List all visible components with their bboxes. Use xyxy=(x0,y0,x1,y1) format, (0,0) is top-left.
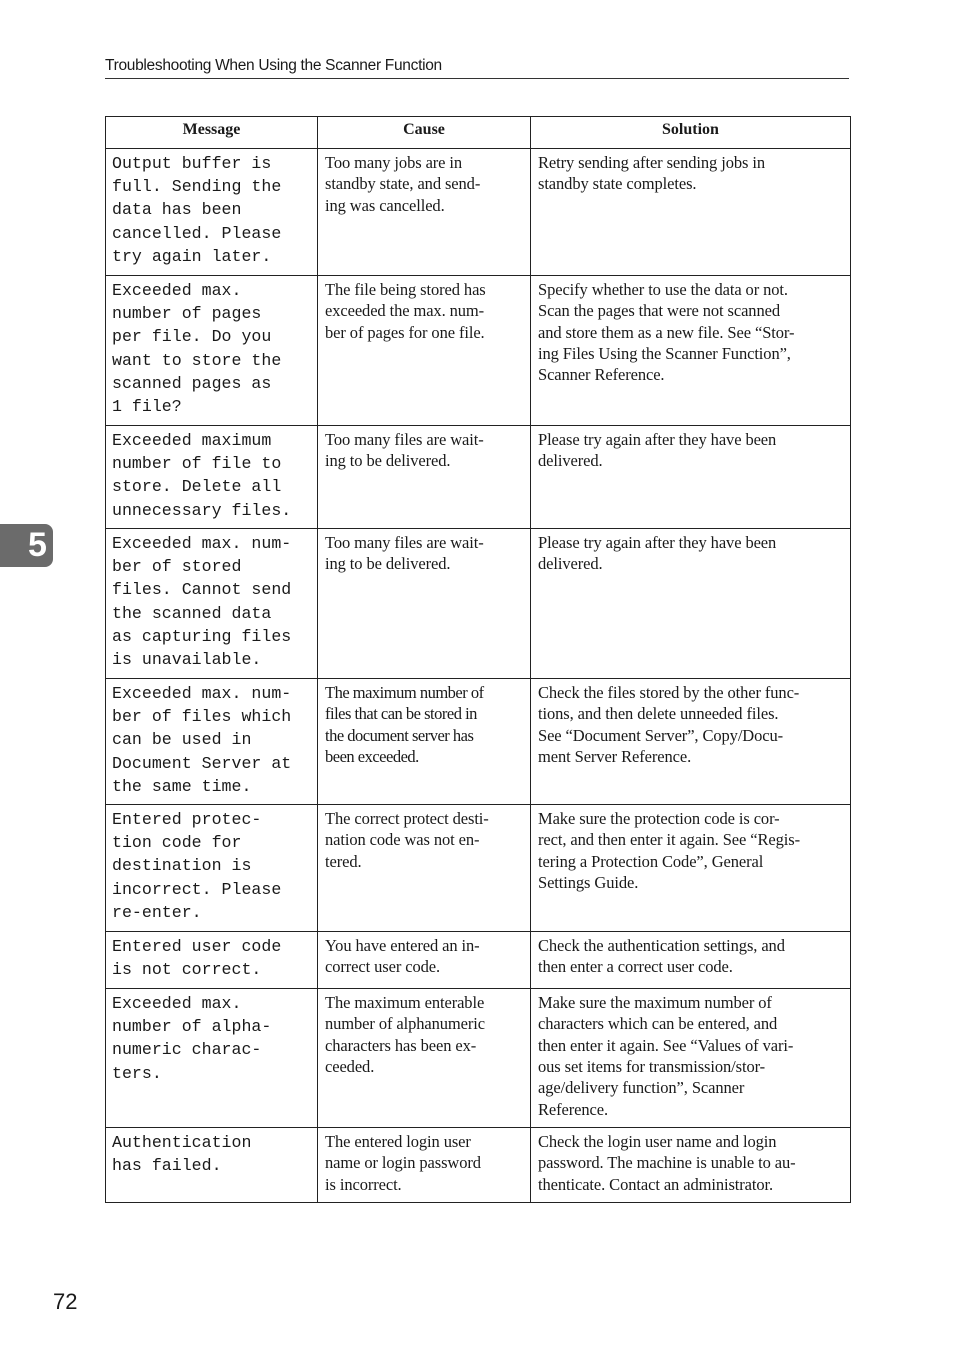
cause-cell: The file being stored has exceeded the max. num- ber of pages for one file. xyxy=(318,276,531,426)
column-header-solution: Solution xyxy=(531,117,851,149)
solution-cell: Make sure the protection code is cor- rect, and then enter it again. See “Regis- tering a Protection Code”, General Settings Guide. xyxy=(531,805,851,932)
table-row xyxy=(106,276,851,426)
solution-cell: Check the files stored by the other func- tions, and then delete unneeded files. See “Document Server”, Copy/Docu- ment Server Reference. xyxy=(531,679,851,805)
message-cell: Exceeded max. number of alpha- numeric charac- ters. xyxy=(106,989,318,1128)
troubleshooting-table xyxy=(105,116,851,1203)
solution-cell: Make sure the maximum number of characters which can be entered, and then enter it again. See “Values of vari- ous set items for transmission/stor- age/delivery function”, Scanner Reference. xyxy=(531,989,851,1128)
message-cell: Output buffer is full. Sending the data has been cancelled. Please try again later. xyxy=(106,149,318,276)
table-row xyxy=(106,1128,851,1203)
message-cell: Entered user code is not correct. xyxy=(106,932,318,989)
table-row xyxy=(106,989,851,1128)
cause-cell: The correct protect desti- nation code was not en- tered. xyxy=(318,805,531,932)
cause-cell: The maximum enterable number of alphanumeric characters has been ex- ceeded. xyxy=(318,989,531,1128)
running-header-title: Troubleshooting When Using the Scanner Function xyxy=(105,57,442,74)
message-cell: Authentication has failed. xyxy=(106,1128,318,1203)
cause-cell: The entered login user name or login password is incorrect. xyxy=(318,1128,531,1203)
message-cell: Exceeded max. num- ber of files which can be used in Document Server at the same time. xyxy=(106,679,318,805)
cause-cell: The maximum number of files that can be stored in the document server has been exceeded. xyxy=(318,679,531,805)
solution-cell: Specify whether to use the data or not. Scan the pages that were not scanned and store them as a new file. See “Stor- ing Files Using the Scanner Function”, Scanner Reference. xyxy=(531,276,851,426)
message-cell: Exceeded max. num- ber of stored files. Cannot send the scanned data as capturing files is unavailable. xyxy=(106,529,318,679)
solution-cell: Retry sending after sending jobs in standby state completes. xyxy=(531,149,851,276)
table-header-row xyxy=(106,117,851,149)
column-header-message: Message xyxy=(106,117,318,149)
cause-cell: Too many files are wait- ing to be delivered. xyxy=(318,426,531,529)
table-row xyxy=(106,426,851,529)
cause-cell: Too many files are wait- ing to be delivered. xyxy=(318,529,531,679)
page-number: 72 xyxy=(53,1289,78,1314)
table-row xyxy=(106,805,851,932)
table-row xyxy=(106,679,851,805)
running-header xyxy=(105,56,849,79)
chapter-tab xyxy=(0,524,53,567)
chapter-number: 5 xyxy=(28,526,47,564)
message-cell: Exceeded maximum number of file to store. Delete all unnecessary files. xyxy=(106,426,318,529)
table-row xyxy=(106,529,851,679)
table-row xyxy=(106,149,851,276)
column-header-cause: Cause xyxy=(318,117,531,149)
message-cell: Entered protec- tion code for destination is incorrect. Please re-enter. xyxy=(106,805,318,932)
solution-cell: Please try again after they have been delivered. xyxy=(531,529,851,679)
solution-cell: Check the login user name and login password. The machine is unable to au- thenticate. Contact an administrator. xyxy=(531,1128,851,1203)
solution-cell: Check the authentication settings, and then enter a correct user code. xyxy=(531,932,851,989)
cause-cell: Too many jobs are in standby state, and send- ing was cancelled. xyxy=(318,149,531,276)
message-cell: Exceeded max. number of pages per file. Do you want to store the scanned pages as 1 file? xyxy=(106,276,318,426)
table-row xyxy=(106,932,851,989)
solution-cell: Please try again after they have been delivered. xyxy=(531,426,851,529)
cause-cell: You have entered an in- correct user code. xyxy=(318,932,531,989)
